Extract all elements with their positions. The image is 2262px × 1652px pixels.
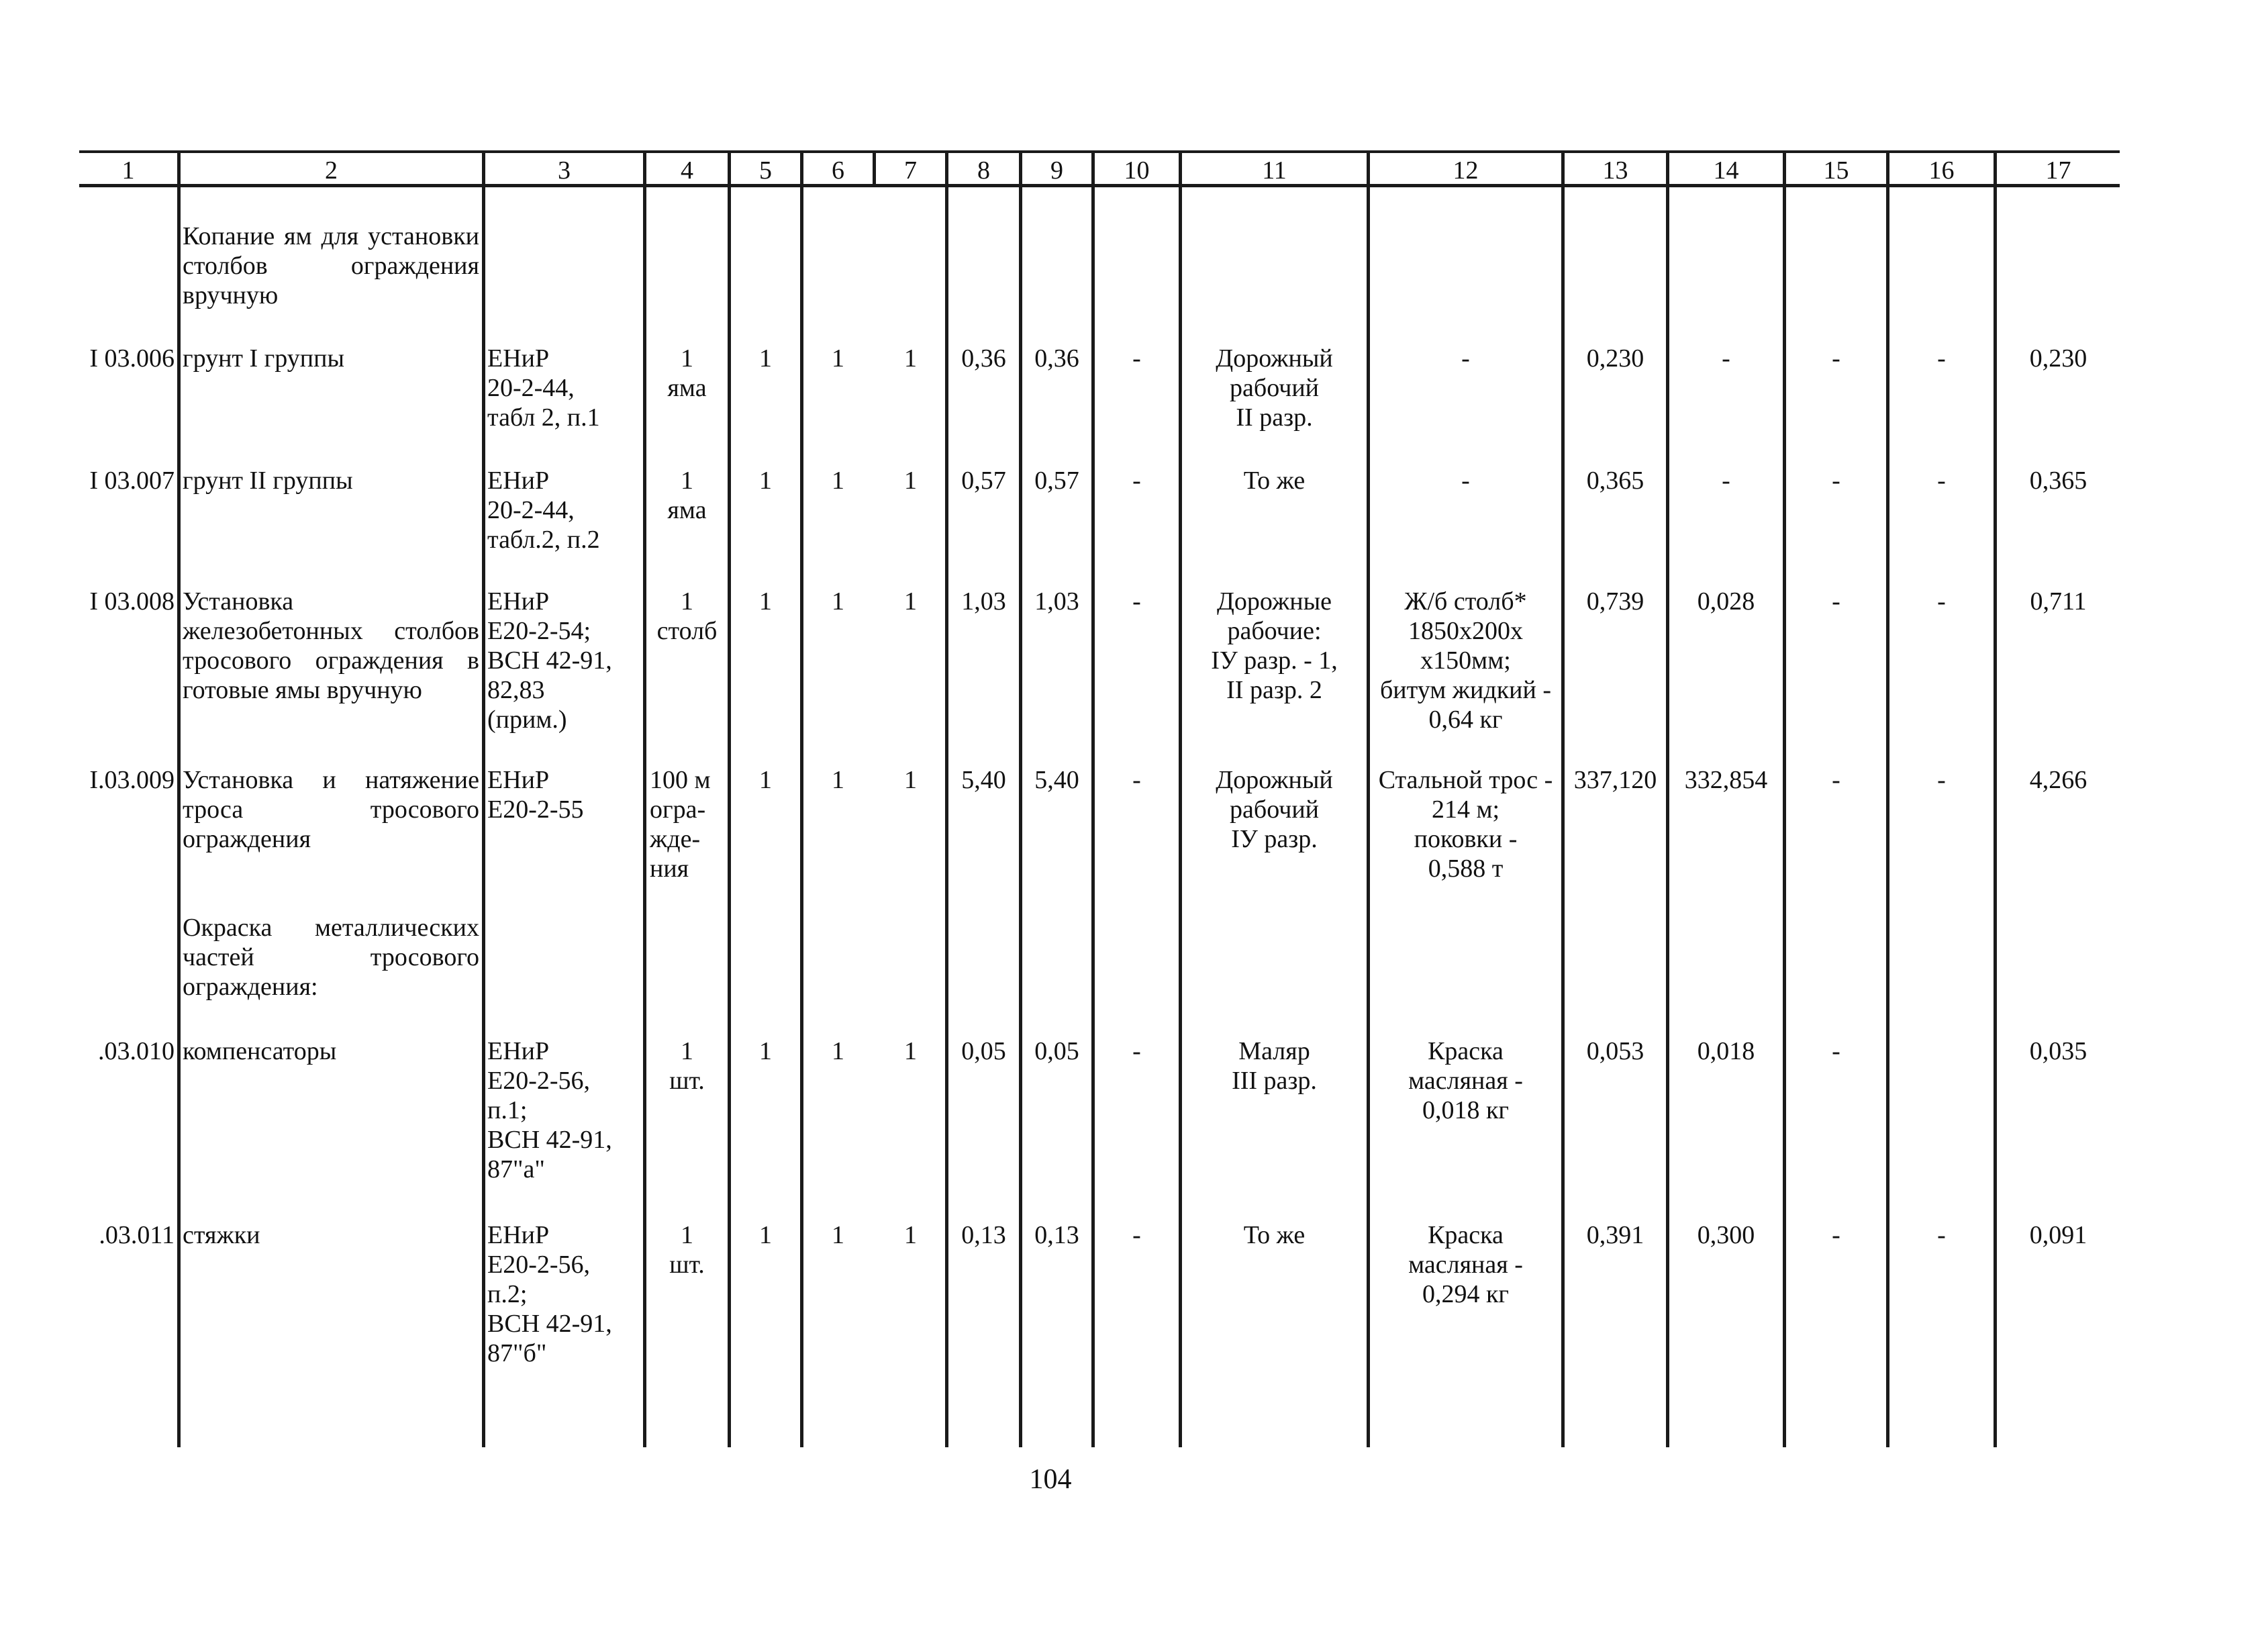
row-materials: - [1461, 467, 1470, 495]
row-workers: То же [1243, 467, 1306, 495]
column-header-10: 10 [1124, 156, 1150, 185]
column-header-11: 11 [1262, 156, 1287, 185]
row-code: I.03.009 [89, 766, 175, 794]
row-col10: - [1132, 1221, 1141, 1249]
row-col7: 1 [904, 467, 917, 495]
row-col6: 1 [832, 1037, 844, 1065]
row-materials: - [1461, 344, 1470, 373]
column-header-16: 16 [1928, 156, 1955, 185]
column-header-8: 8 [977, 156, 990, 185]
row-col15: - [1832, 1221, 1840, 1249]
row-col16: - [1937, 1221, 1946, 1249]
row-col9: 0,05 [1034, 1037, 1079, 1065]
row-col6: 1 [832, 1221, 844, 1249]
row-materials: Краска масляная - 0,294 кг [1408, 1221, 1523, 1308]
row-col16: - [1937, 344, 1946, 373]
column-header-14: 14 [1713, 156, 1739, 185]
header-top-rule [79, 150, 2120, 153]
row-col10: - [1132, 1037, 1141, 1065]
row-col7: 1 [904, 1221, 917, 1249]
row-col5: 1 [759, 467, 772, 495]
row-col14: 0,300 [1697, 1221, 1755, 1249]
row-name: грунт I группы [183, 344, 344, 373]
row-unit: 1 яма [667, 344, 707, 402]
row-col6: 1 [832, 587, 844, 616]
group-heading-painting: Окраска металлических частей тросового ограждения: [183, 914, 479, 1001]
column-header-7: 7 [904, 156, 917, 185]
row-col6: 1 [832, 344, 844, 373]
row-col8: 0,36 [961, 344, 1006, 373]
row-name: Установка и натяжение троса тросового ограждения [183, 766, 479, 853]
group-heading-excavation: Копание ям для установки столбов ограждения вручную [183, 222, 479, 309]
row-col8: 1,03 [961, 587, 1006, 616]
column-header-12: 12 [1453, 156, 1479, 185]
row-col8: 0,13 [961, 1221, 1006, 1249]
row-unit: 1 яма [667, 467, 707, 524]
row-col5: 1 [759, 1221, 772, 1249]
row-col9: 1,03 [1034, 587, 1079, 616]
row-name: грунт II группы [183, 467, 353, 495]
row-col17: 0,035 [2029, 1037, 2087, 1065]
row-code: .03.011 [99, 1221, 175, 1249]
row-col14: 332,854 [1684, 766, 1768, 794]
row-col17: 4,266 [2029, 766, 2087, 794]
column-header-3: 3 [558, 156, 571, 185]
row-workers: Дорожный рабочий II разр. [1216, 344, 1333, 432]
row-col8: 0,57 [961, 467, 1006, 495]
row-unit: 1 шт. [669, 1037, 705, 1095]
row-col17: 0,365 [2029, 467, 2087, 495]
row-unit: 1 столб [656, 587, 718, 645]
row-col5: 1 [759, 1037, 772, 1065]
row-unit: 1 шт. [669, 1221, 705, 1279]
row-col14: - [1722, 344, 1730, 373]
row-col5: 1 [759, 344, 772, 373]
column-header-17: 17 [2045, 156, 2071, 185]
column-header-13: 13 [1602, 156, 1628, 185]
row-materials: Ж/б столб* 1850x200x x150мм; битум жидкий - 0,64 кг [1379, 587, 1552, 734]
row-col10: - [1132, 587, 1141, 616]
row-col15: - [1832, 344, 1840, 373]
row-code: I 03.008 [89, 587, 175, 616]
row-col10: - [1132, 467, 1141, 495]
row-code: .03.010 [98, 1037, 175, 1065]
row-col17: 0,230 [2029, 344, 2087, 373]
column-header-15: 15 [1823, 156, 1849, 185]
row-col13: 0,391 [1586, 1221, 1644, 1249]
row-col16: - [1937, 467, 1946, 495]
column-header-4: 4 [681, 156, 693, 185]
row-col7: 1 [904, 766, 917, 794]
row-col13: 0,365 [1586, 467, 1644, 495]
row-col16: - [1937, 766, 1946, 794]
row-col6: 1 [832, 467, 844, 495]
row-col13: 0,053 [1586, 1037, 1644, 1065]
row-code: I 03.007 [89, 467, 175, 495]
row-col14: 0,018 [1697, 1037, 1755, 1065]
column-divider [177, 150, 181, 1447]
row-col5: 1 [759, 587, 772, 616]
column-header-6: 6 [832, 156, 844, 185]
row-name: компенсаторы [183, 1037, 337, 1065]
column-header-2: 2 [325, 156, 338, 185]
row-workers: Дорожный рабочий IУ разр. [1216, 766, 1333, 853]
row-norm: ЕНиР 20-2-44, табл 2, п.1 [487, 344, 600, 432]
row-col15: - [1832, 467, 1840, 495]
row-col8: 5,40 [961, 766, 1006, 794]
row-norm: ЕНиР Е20-2-54; ВСН 42-91, 82,83 (прим.) [487, 587, 612, 734]
row-col9: 0,13 [1034, 1221, 1079, 1249]
row-col15: - [1832, 1037, 1840, 1065]
row-name: стяжки [183, 1221, 260, 1249]
column-header-9: 9 [1050, 156, 1063, 185]
row-norm: ЕНиР Е20-2-55 [487, 766, 584, 824]
row-col14: 0,028 [1697, 587, 1755, 616]
row-norm: ЕНиР Е20-2-56, п.2; ВСН 42-91, 87"б" [487, 1221, 612, 1367]
row-code: I 03.006 [89, 344, 175, 373]
row-col10: - [1132, 766, 1141, 794]
column-header-5: 5 [759, 156, 772, 185]
column-header-1: 1 [121, 156, 135, 185]
row-materials: Стальной трос - 214 м; поковки - 0,588 т [1378, 766, 1553, 883]
row-workers: Маляр III разр. [1232, 1037, 1317, 1095]
row-materials: Краска масляная - 0,018 кг [1408, 1037, 1523, 1124]
row-norm: ЕНиР 20-2-44, табл.2, п.2 [487, 467, 600, 554]
row-col9: 5,40 [1034, 766, 1079, 794]
row-col17: 0,711 [2030, 587, 2087, 616]
row-col13: 0,230 [1586, 344, 1644, 373]
column-divider [482, 150, 485, 1447]
row-col17: 0,091 [2029, 1221, 2087, 1249]
row-workers: Дорожные рабочие: IУ разр. - 1, II разр. 2 [1211, 587, 1338, 704]
row-col16: - [1937, 587, 1946, 616]
row-col7: 1 [904, 1037, 917, 1065]
page-number: 104 [1029, 1464, 1072, 1495]
row-col15: - [1832, 587, 1840, 616]
row-col8: 0,05 [961, 1037, 1006, 1065]
row-name: Установка железобетонных столбов тросового ограждения в готовые ямы вручную [183, 587, 479, 704]
row-norm: ЕНиР Е20-2-56, п.1; ВСН 42-91, 87"а" [487, 1037, 612, 1183]
row-col13: 337,120 [1573, 766, 1657, 794]
row-col9: 0,36 [1034, 344, 1079, 373]
row-col9: 0,57 [1034, 467, 1079, 495]
row-col7: 1 [904, 344, 917, 373]
row-unit: 100 м огра- жде- ния [650, 766, 711, 883]
row-col15: - [1832, 766, 1840, 794]
row-col10: - [1132, 344, 1141, 373]
row-col7: 1 [904, 587, 917, 616]
row-col14: - [1722, 467, 1730, 495]
row-col5: 1 [759, 766, 772, 794]
row-col6: 1 [832, 766, 844, 794]
row-workers: То же [1243, 1221, 1306, 1249]
row-col13: 0,739 [1586, 587, 1644, 616]
